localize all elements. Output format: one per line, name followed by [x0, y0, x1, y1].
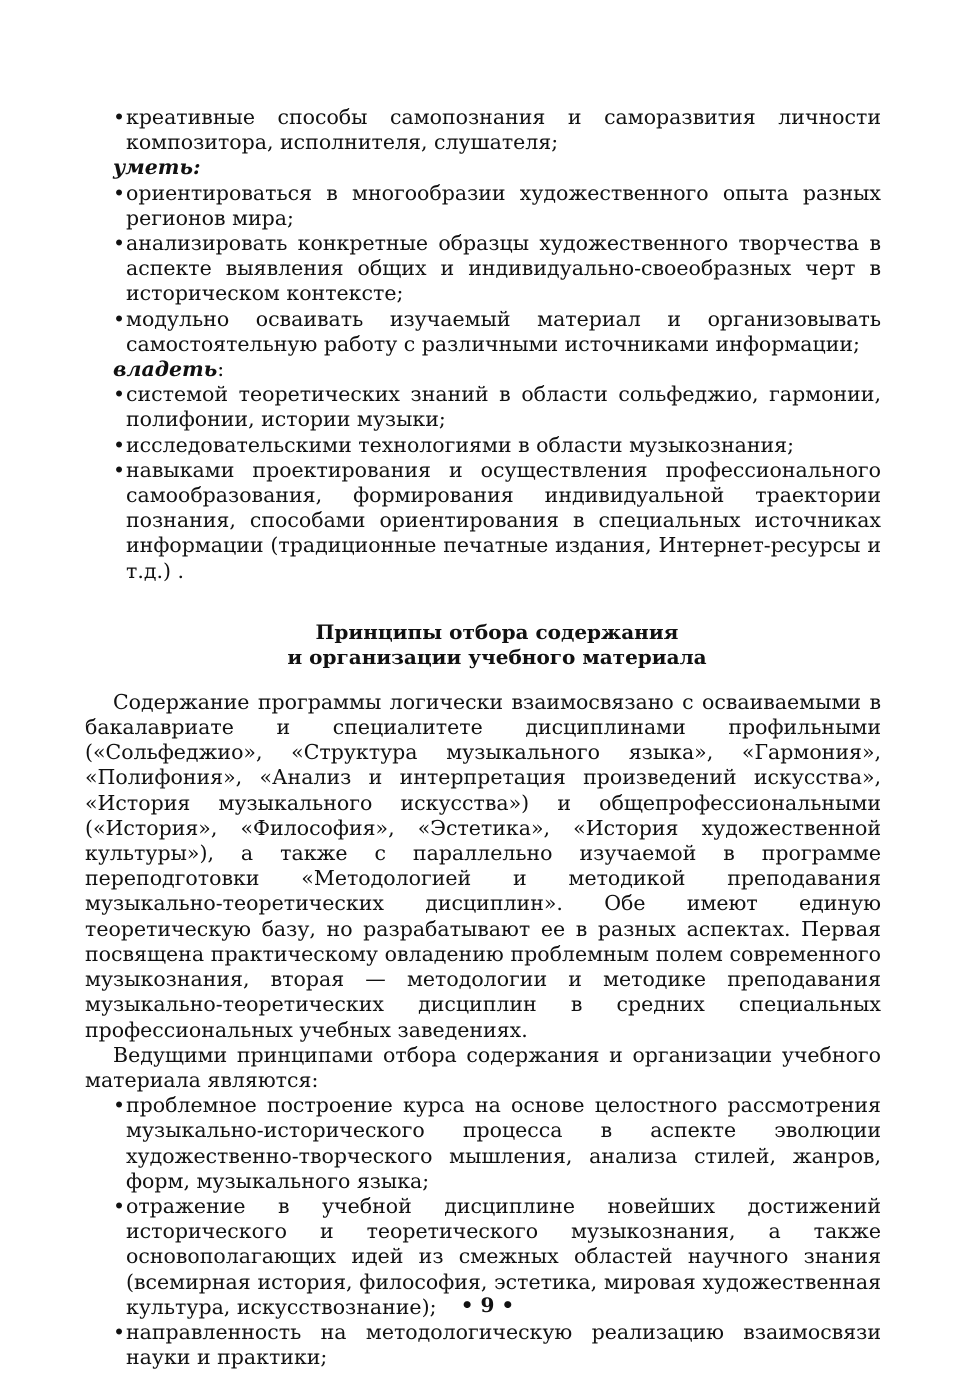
list-item: [113, 307, 881, 357]
bullet-text: анализировать конкретные образцы художественного творчества в аспекте выявления общих и индивидуально-своеобразных черт в историческом контексте;: [126, 231, 881, 306]
label-vladet: [113, 357, 881, 382]
label-vladet-colon: :: [217, 357, 225, 382]
bullet-icon: •: [113, 105, 126, 129]
list-item: [113, 458, 881, 584]
page-body: [85, 105, 881, 1370]
bullet-text: системой теоретических знаний в области сольфеджио, гармонии, полифонии, истории музыки;: [126, 382, 881, 432]
bullet-text: ориентироваться в многообразии художественного опыта разных регионов мира;: [126, 180, 881, 230]
bullet-icon: •: [113, 457, 126, 482]
bullet-icon: •: [113, 1193, 126, 1218]
section-title-line1: Принципы отбора содержания: [315, 619, 679, 644]
bullet-icon: •: [113, 306, 126, 331]
paragraph-2: Ведущими принципами отбора содержания и организации учебного материала являются:: [85, 1042, 881, 1092]
paragraph-1: Содержание программы логически взаимосвязано с осваиваемыми в бакалавриате и специалитете дисциплинами профильными («Сольфеджио», «Структура музыкального языка», «Гармония», «Полифония», «Анализ и интерпретация произведений искусства», «История музыкального искусства») и общепрофессиональными («История», «Философия», «Эстетика», «История художественной культуры»), а также с параллельно изучаемой в программе переподготовки «Методологией и методикой преподавания музыкально-теоретических дисциплин». Обе имеют единую теоретическую базу, но разрабатывают ее в разных аспектах. Первая посвящена практическому овладению проблемным полем современного музыкознания, вторая — методологии и методике преподавания музыкально-теоретических дисциплин в средних специальных профессиональных учебных заведениях.: [85, 689, 881, 1042]
bullet-text: проблемное построение курса на основе целостного рассмотрения музыкально-исторического процесса в аспекте эволюции художественно-творческого мышления, анализа стилей, жанров, форм, музыкального языка;: [126, 1093, 881, 1193]
list-item: [113, 433, 881, 458]
section-title-line2: и организации учебного материала: [287, 644, 707, 669]
bullet-icon: •: [113, 382, 126, 407]
bullet-text: направленность на методологическую реализацию взаимосвязи науки и практики;: [126, 1319, 881, 1370]
label-umet: [113, 155, 881, 180]
list-item: [113, 382, 881, 432]
bullet-text: креативные способы самопознания и саморазвития личности композитора, исполнителя, слушателя;: [126, 105, 881, 155]
list-item: [113, 1320, 881, 1370]
list-item: [113, 1093, 881, 1194]
section-title: [113, 620, 881, 670]
bullet-text: навыками проектирования и осуществления профессионального самообразования, формирования индивидуальной траектории познания, способами ориентирования в специальных источниках информации (традиционные печатные издания, Интернет-ресурсы и т.д.) .: [126, 457, 881, 583]
label-umet-text: уметь:: [113, 155, 201, 180]
bullet-icon: •: [113, 432, 126, 457]
bullet-text: отражение в учебной дисциплине новейших достижений исторического и теоретического музыкознания, а также основополагающих идей из смежных областей научного знания (всемирная история, философия, эстетика, мировая художественная культура, искусствознание);: [126, 1193, 881, 1319]
bullet-text: модульно осваивать изучаемый материал и организовывать самостоятельную работу с различными источниками информации;: [126, 306, 881, 356]
page-number: • 9 •: [460, 1293, 515, 1317]
label-vladet-text: владеть: [113, 357, 218, 382]
bullet-icon: •: [113, 1093, 126, 1118]
bullet-text: исследовательскими технологиями в области музыкознания;: [126, 432, 794, 457]
list-item: [113, 231, 881, 307]
bullet-icon: •: [113, 231, 126, 256]
bullet-icon: •: [113, 180, 126, 205]
bullet-icon: •: [113, 1319, 126, 1344]
list-item: [113, 181, 881, 231]
list-item: [113, 105, 881, 155]
